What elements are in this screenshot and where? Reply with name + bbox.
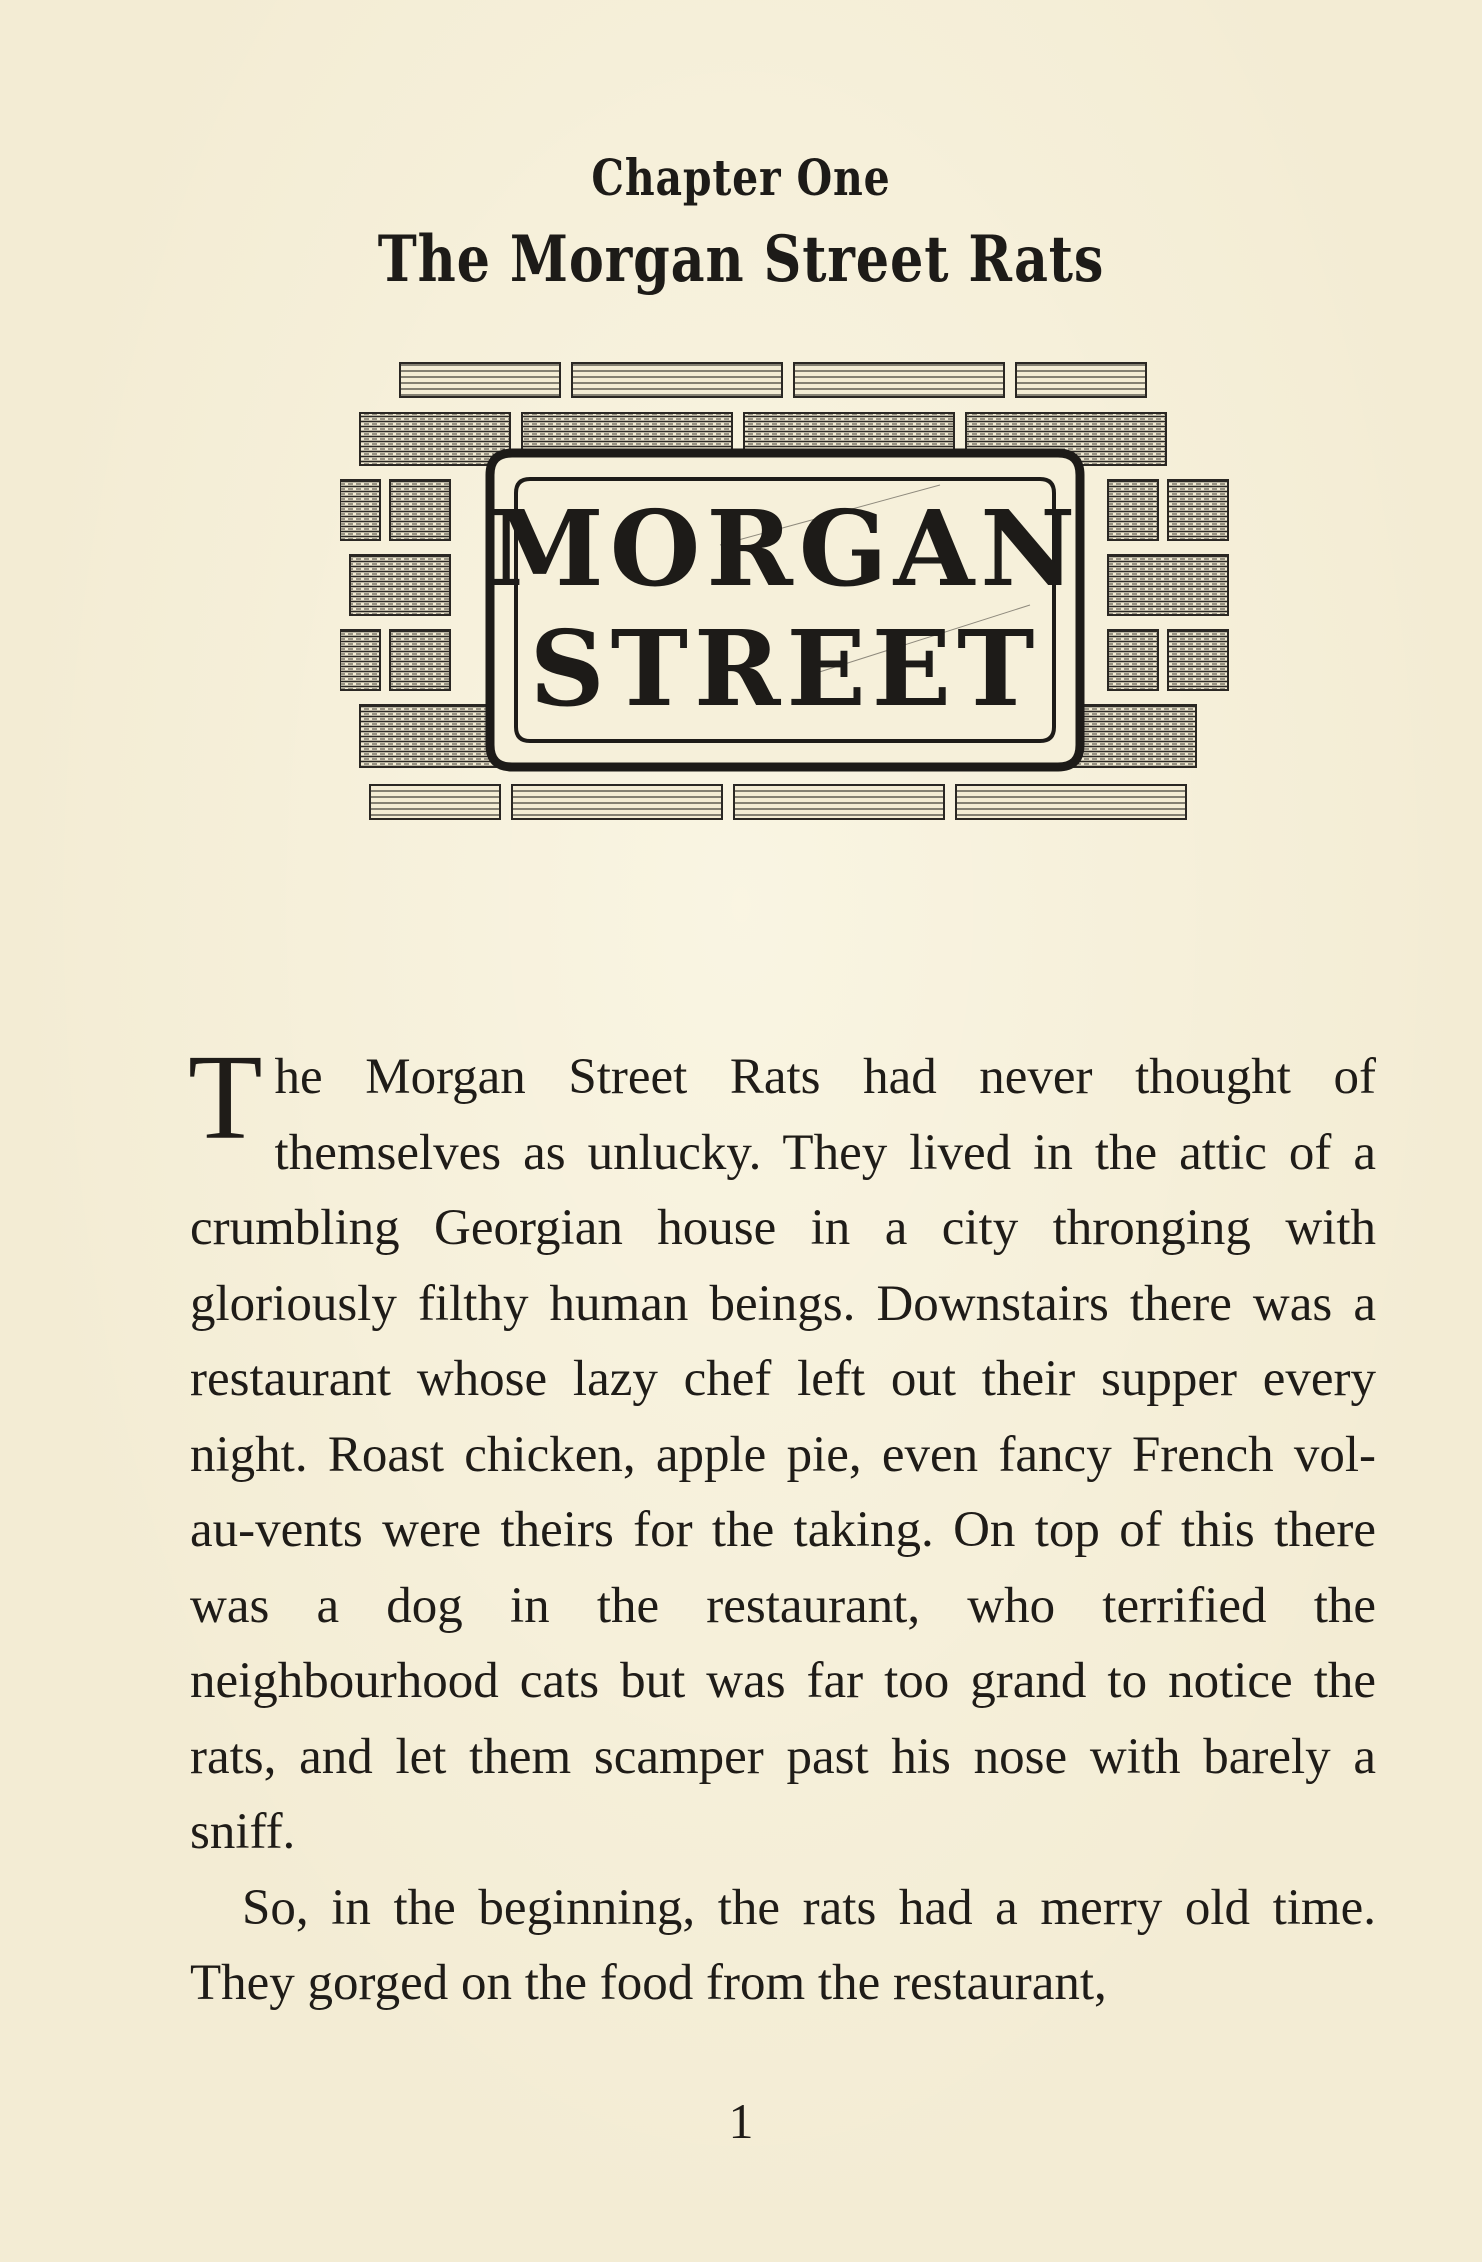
street-sign bbox=[489, 453, 1082, 767]
sign-line-2: STREET bbox=[529, 607, 1041, 730]
paragraph-1 bbox=[188, 1030, 1376, 1871]
paragraph-2: So, in the beginning, the rats had a merry old time. They gorged on the food from the restaurant, bbox=[190, 1879, 1376, 2011]
chapter-label: Chapter One bbox=[591, 148, 891, 207]
sign-line-1: MORGAN bbox=[488, 487, 1082, 610]
page-number: 1 bbox=[728, 2093, 754, 2149]
body-text bbox=[188, 1030, 1376, 2022]
paragraph-1-text: he Morgan Street Rats had never thought of themselves as unlucky. They lived in the attic of a crumbling Georgian house in a city thronging with gloriously filthy human beings. Downstairs there was a restaurant whose lazy chef left out their supper every night. Roast chicken, apple pie, even fancy French vol-au-vents were theirs for the taking. On top of this there was a dog in the restaurant, who terrified the neighbourhood cats but was far too grand to notice the rats, and let them scamper past his nose with barely a sniff. bbox=[190, 1049, 1376, 1860]
drop-cap: T bbox=[188, 1030, 263, 1165]
street-sign-illustration bbox=[340, 345, 1240, 985]
chapter-title: The Morgan Street Rats bbox=[377, 222, 1105, 297]
